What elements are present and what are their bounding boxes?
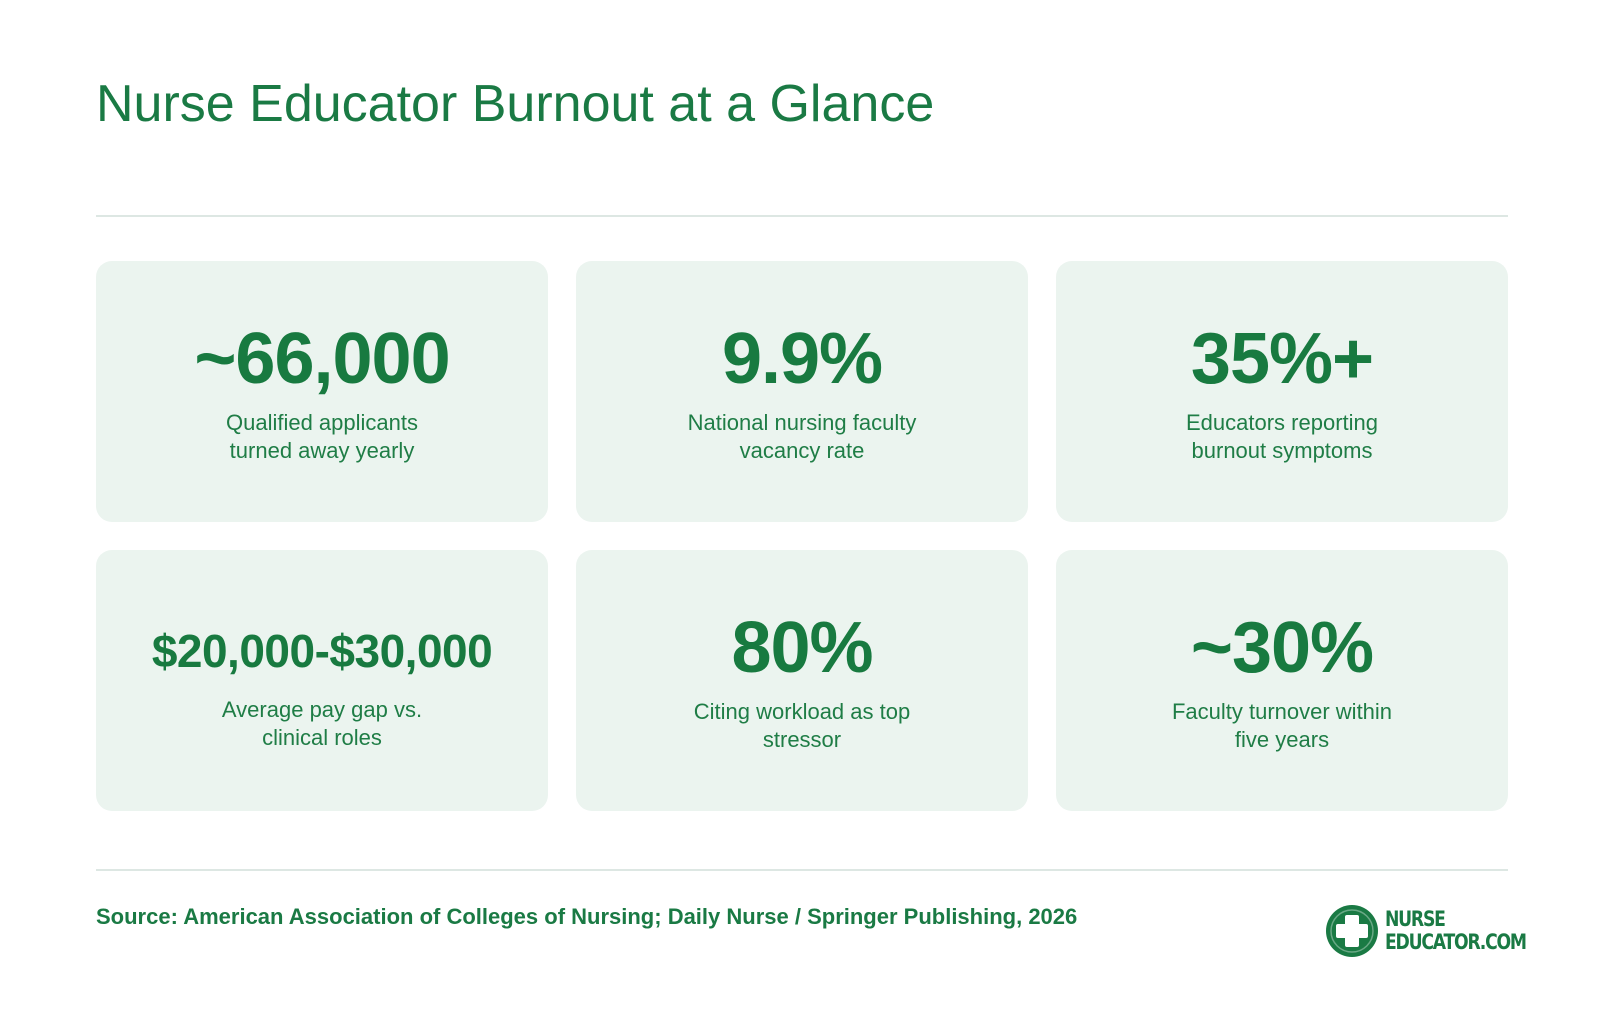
bottom-divider	[96, 869, 1508, 871]
stat-value: ~66,000	[194, 318, 450, 399]
medical-cross-icon	[1325, 904, 1379, 958]
stat-label: Faculty turnover within five years	[1171, 698, 1393, 752]
source-citation: Source: American Association of Colleges of Nursing; Daily Nurse / Springer Publishing, 2026	[96, 904, 1078, 929]
stat-label: National nursing faculty vacancy rate	[687, 409, 917, 463]
stat-card-burnout	[1056, 261, 1508, 522]
stat-value: 80%	[731, 607, 873, 688]
page-title: Nurse Educator Burnout at a Glance	[96, 75, 935, 133]
brand-logo	[1325, 904, 1557, 958]
stat-card-applicants	[96, 261, 548, 522]
logo-wordmark	[1385, 908, 1526, 954]
stat-card-pay-gap	[96, 550, 548, 811]
logo-line-1: NURSE	[1385, 907, 1445, 931]
stat-label: Qualified applicants turned away yearly	[225, 409, 418, 463]
stat-label: Educators reporting burnout symptoms	[1186, 409, 1378, 463]
stat-label: Citing workload as top stressor	[693, 698, 911, 752]
logo-line-2: EDUCATOR.COM	[1385, 930, 1526, 954]
stat-card-turnover	[1056, 550, 1508, 811]
top-divider	[96, 215, 1508, 217]
stat-value: 35%+	[1190, 318, 1374, 399]
stat-card-vacancy	[576, 261, 1028, 522]
stat-label: Average pay gap vs. clinical roles	[221, 696, 423, 750]
stat-value: $20,000-$30,000	[151, 624, 493, 677]
stat-card-workload	[576, 550, 1028, 811]
stat-value: 9.9%	[721, 318, 883, 399]
stats-grid	[96, 261, 1508, 811]
stat-value: ~30%	[1190, 607, 1374, 688]
